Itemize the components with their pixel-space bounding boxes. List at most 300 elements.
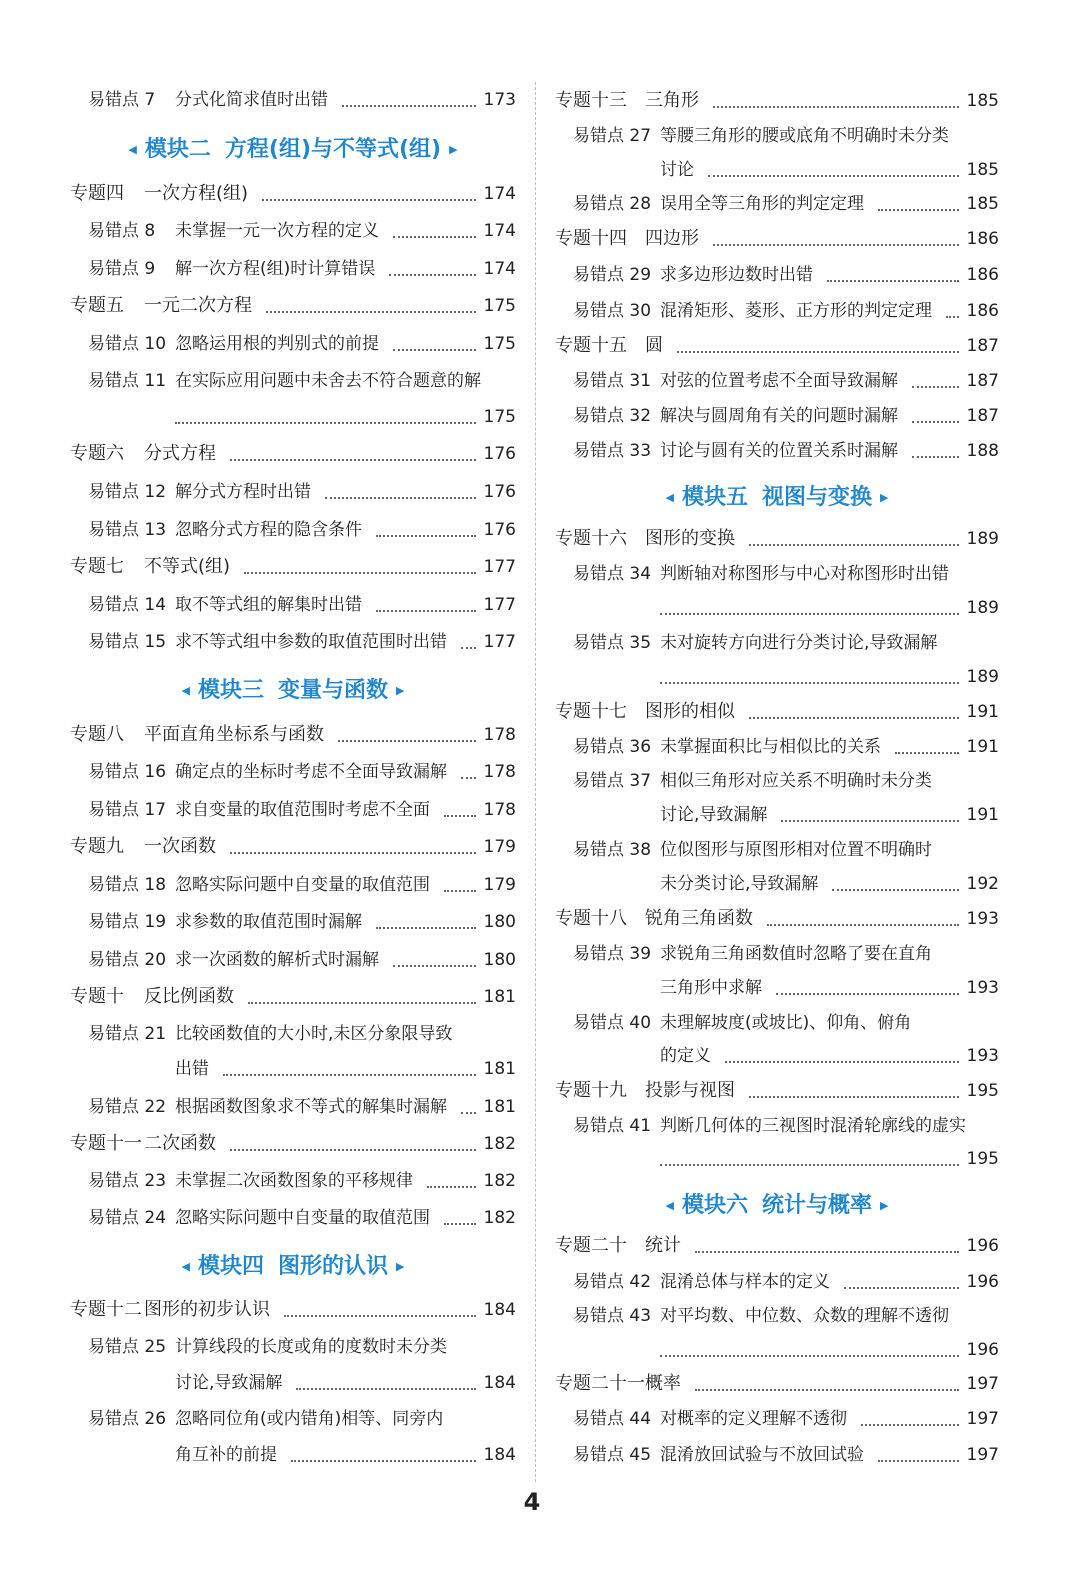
entry-title: 未掌握二次函数图象的平移规律 (175, 1171, 413, 1191)
topic-label: 专题二十 (555, 1235, 627, 1256)
topic-entry (70, 179, 516, 209)
leader-dots (393, 945, 476, 975)
page-ref: 196 (966, 1340, 999, 1360)
error-point-label: 易错点 14 (88, 595, 167, 615)
page-ref: 184 (483, 1445, 516, 1465)
topic-label: 专题十五 (555, 335, 627, 356)
topic-label: 专题十七 (555, 701, 627, 722)
entry-title: 解分式方程时出错 (175, 482, 311, 502)
page-ref: 197 (966, 1374, 999, 1394)
error-point-label: 易错点 11 (88, 371, 167, 391)
error-point-label: 易错点 26 (88, 1409, 167, 1429)
leader-dots (444, 1203, 476, 1233)
topic-entry (70, 552, 516, 582)
error-point-label: 易错点 9 (88, 259, 156, 279)
error-point-entry (555, 766, 999, 796)
right-triangle-icon: ▶ (449, 143, 458, 156)
page-ref: 193 (966, 909, 999, 929)
entry-title: 取不等式组的解集时出错 (175, 595, 362, 615)
left-triangle-icon: ◀ (665, 491, 674, 504)
leader-dots (708, 155, 959, 185)
error-point-entry (555, 628, 999, 658)
module-heading (555, 1188, 999, 1224)
error-point-entry (70, 1404, 516, 1434)
page-ref: 174 (483, 184, 516, 204)
entry-title: 混淆放回试验与不放回试验 (660, 1445, 864, 1465)
error-point-entry (70, 1166, 516, 1196)
page-ref: 189 (966, 667, 999, 687)
entry-continuation (70, 1054, 516, 1084)
error-point-entry (555, 732, 999, 762)
error-point-label: 易错点 29 (573, 265, 652, 285)
topic-entry (555, 331, 999, 361)
entry-title: 未掌握一元一次方程的定义 (175, 221, 379, 241)
page-ref: 180 (483, 950, 516, 970)
topic-entry (70, 1129, 516, 1159)
leader-dots (262, 179, 476, 209)
entry-title: 的定义 (660, 1046, 711, 1066)
page-ref: 186 (966, 301, 999, 321)
leader-dots (223, 1054, 476, 1084)
topic-label: 专题十八 (555, 908, 627, 929)
page-ref: 186 (966, 265, 999, 285)
error-point-entry (555, 1008, 999, 1038)
error-point-entry (555, 1440, 999, 1470)
leader-dots (660, 1335, 959, 1365)
page-ref: 185 (966, 160, 999, 180)
module-title: 变量与函数 (278, 678, 389, 703)
entry-title: 角互补的前提 (175, 1445, 277, 1465)
entry-title: 讨论,导致漏解 (175, 1373, 283, 1393)
leader-dots (677, 331, 959, 361)
page-ref: 197 (966, 1445, 999, 1465)
topic-entry (555, 904, 999, 934)
entry-title: 求自变量的取值范围时考虑不全面 (175, 800, 430, 820)
error-point-label: 易错点 34 (573, 564, 652, 584)
error-point-entry (555, 835, 999, 865)
entry-title: 反比例函数 (144, 986, 234, 1007)
leader-dots (749, 1076, 959, 1106)
error-point-entry (70, 907, 516, 937)
entry-title: 三角形中求解 (660, 978, 762, 998)
page-ref: 178 (483, 800, 516, 820)
entry-title: 讨论与圆有关的位置关系时漏解 (660, 441, 898, 461)
page-ref: 179 (483, 837, 516, 857)
leader-dots (695, 1369, 959, 1399)
topic-entry (70, 1295, 516, 1325)
leader-dots (827, 260, 959, 290)
entry-title: 混淆总体与样本的定义 (660, 1272, 830, 1292)
topic-entry (70, 291, 516, 321)
error-point-entry (70, 329, 516, 359)
module-label: 模块六 (681, 1193, 748, 1218)
leader-dots (781, 800, 959, 830)
page-ref: 174 (483, 259, 516, 279)
topic-label: 专题十九 (555, 1080, 627, 1101)
entry-title: 未掌握面积比与相似比的关系 (660, 737, 881, 757)
error-point-label: 易错点 12 (88, 482, 167, 502)
entry-title: 分式化简求值时出错 (175, 90, 328, 110)
error-point-label: 易错点 41 (573, 1116, 652, 1136)
leader-dots (660, 1144, 959, 1174)
leader-dots (325, 477, 476, 507)
entry-title: 讨论 (660, 160, 694, 180)
error-point-label: 易错点 44 (573, 1409, 652, 1429)
page-ref: 188 (966, 441, 999, 461)
page-ref: 177 (483, 557, 516, 577)
leader-dots (660, 593, 959, 623)
leader-dots (844, 1267, 959, 1297)
page-ref: 177 (483, 595, 516, 615)
error-point-entry (555, 1404, 999, 1434)
error-point-label: 易错点 40 (573, 1013, 652, 1033)
page-ref: 195 (966, 1149, 999, 1169)
topic-label: 专题四 (70, 183, 124, 204)
entry-title: 图形的变换 (645, 528, 735, 549)
page-ref: 180 (483, 912, 516, 932)
module-title: 视图与变换 (762, 485, 873, 510)
page-ref: 174 (483, 221, 516, 241)
error-point-entry (555, 366, 999, 396)
page-ref: 193 (966, 1046, 999, 1066)
entry-title: 三角形 (645, 90, 699, 111)
module-title: 图形的认识 (278, 1254, 389, 1279)
leader-dots (878, 189, 959, 219)
leader-dots (230, 832, 476, 862)
entry-continuation (555, 1041, 999, 1071)
module-heading (70, 1249, 516, 1285)
error-point-entry (70, 1203, 516, 1233)
leader-dots (389, 254, 476, 284)
leader-dots (266, 291, 476, 321)
error-point-label: 易错点 7 (88, 90, 156, 110)
page-ref: 177 (483, 632, 516, 652)
entry-title: 统计 (645, 1235, 681, 1256)
error-point-entry (70, 85, 516, 115)
error-point-entry (70, 254, 516, 284)
leader-dots (660, 662, 959, 692)
error-point-entry (70, 216, 516, 246)
error-point-label: 易错点 15 (88, 632, 167, 652)
error-point-entry (70, 757, 516, 787)
topic-entry (70, 832, 516, 862)
entry-continuation (70, 402, 516, 432)
leader-dots (427, 1166, 476, 1196)
leader-dots (284, 1295, 476, 1325)
error-point-entry (555, 1111, 999, 1141)
leader-dots (461, 1092, 476, 1122)
leader-dots (461, 627, 476, 657)
entry-title: 求多边形边数时出错 (660, 265, 813, 285)
entry-title: 二次函数 (144, 1133, 216, 1154)
error-point-label: 易错点 35 (573, 633, 652, 653)
entry-continuation (555, 869, 999, 899)
page-ref: 191 (966, 805, 999, 825)
error-point-entry (70, 477, 516, 507)
topic-label: 专题九 (70, 836, 124, 857)
leader-dots (291, 1440, 476, 1470)
error-point-label: 易错点 33 (573, 441, 652, 461)
entry-title: 判断几何体的三视图时混淆轮廓线的虚实 (660, 1116, 966, 1136)
leader-dots (725, 1041, 959, 1071)
entry-title: 在实际应用问题中未舍去不符合题意的解 (175, 371, 481, 391)
leader-dots (230, 439, 476, 469)
entry-title: 忽略实际问题中自变量的取值范围 (175, 875, 430, 895)
page-ref: 184 (483, 1300, 516, 1320)
entry-title: 忽略同位角(或内错角)相等、同旁内 (175, 1409, 444, 1429)
page-ref: 182 (483, 1208, 516, 1228)
entry-title: 误用全等三角形的判定定理 (660, 194, 864, 214)
entry-continuation (70, 1368, 516, 1398)
topic-label: 专题七 (70, 556, 124, 577)
topic-label: 专题十一 (70, 1133, 142, 1154)
page-ref: 173 (483, 90, 516, 110)
error-point-entry (555, 559, 999, 589)
entry-title: 对弦的位置考虑不全面导致漏解 (660, 371, 898, 391)
error-point-label: 易错点 32 (573, 406, 652, 426)
error-point-label: 易错点 43 (573, 1306, 652, 1326)
error-point-entry (555, 121, 999, 151)
error-point-entry (70, 945, 516, 975)
error-point-label: 易错点 42 (573, 1272, 652, 1292)
page-ref: 178 (483, 762, 516, 782)
entry-title: 比较函数值的大小时,未区分象限导致 (175, 1024, 453, 1044)
leader-dots (376, 907, 476, 937)
entry-title: 解决与圆周角有关的问题时漏解 (660, 406, 898, 426)
leader-dots (296, 1368, 476, 1398)
right-triangle-icon: ▶ (396, 684, 405, 697)
leader-dots (695, 1231, 959, 1261)
leader-dots (248, 982, 476, 1012)
page-number: 4 (523, 1488, 541, 1516)
error-point-entry (70, 1019, 516, 1049)
topic-entry (555, 224, 999, 254)
error-point-label: 易错点 8 (88, 221, 156, 241)
entry-continuation (555, 800, 999, 830)
leader-dots (444, 795, 476, 825)
error-point-label: 易错点 18 (88, 875, 167, 895)
error-point-label: 易错点 22 (88, 1097, 167, 1117)
topic-entry (70, 720, 516, 750)
entry-title: 投影与视图 (645, 1080, 735, 1101)
page-ref: 196 (966, 1236, 999, 1256)
right-triangle-icon: ▶ (880, 491, 889, 504)
error-point-label: 易错点 28 (573, 194, 652, 214)
left-triangle-icon: ◀ (181, 1260, 190, 1273)
topic-entry (70, 982, 516, 1012)
left-triangle-icon: ◀ (128, 143, 137, 156)
topic-label: 专题十三 (555, 90, 627, 111)
page-ref: 175 (483, 296, 516, 316)
entry-title: 混淆矩形、菱形、正方形的判定定理 (660, 301, 932, 321)
entry-continuation (555, 1144, 999, 1174)
page-ref: 191 (966, 737, 999, 757)
entry-title: 平面直角坐标系与函数 (144, 724, 324, 745)
entry-continuation (555, 155, 999, 185)
leader-dots (713, 224, 959, 254)
page-ref: 189 (966, 598, 999, 618)
error-point-label: 易错点 10 (88, 334, 167, 354)
entry-title: 图形的相似 (645, 701, 735, 722)
leader-dots (749, 524, 959, 554)
page-ref: 195 (966, 1081, 999, 1101)
entry-title: 位似图形与原图形相对位置不明确时 (660, 840, 932, 860)
topic-label: 专题十四 (555, 228, 627, 249)
error-point-entry (70, 366, 516, 396)
error-point-entry (555, 189, 999, 219)
entry-title: 概率 (645, 1373, 681, 1394)
page-ref: 176 (483, 482, 516, 502)
module-label: 模块五 (681, 485, 748, 510)
error-point-label: 易错点 16 (88, 762, 167, 782)
leader-dots (776, 973, 959, 1003)
leader-dots (338, 720, 476, 750)
topic-entry (555, 524, 999, 554)
leader-dots (393, 329, 476, 359)
module-label: 模块三 (197, 678, 264, 703)
page-ref: 178 (483, 725, 516, 745)
page-ref: 187 (966, 336, 999, 356)
leader-dots (832, 869, 959, 899)
left-triangle-icon: ◀ (181, 684, 190, 697)
leader-dots (767, 904, 959, 934)
error-point-label: 易错点 19 (88, 912, 167, 932)
error-point-entry (555, 1267, 999, 1297)
error-point-label: 易错点 30 (573, 301, 652, 321)
entry-title: 求不等式组中参数的取值范围时出错 (175, 632, 447, 652)
page-ref: 181 (483, 1097, 516, 1117)
module-heading (70, 673, 516, 709)
entry-title: 确定点的坐标时考虑不全面导致漏解 (175, 762, 447, 782)
entry-title: 忽略运用根的判别式的前提 (175, 334, 379, 354)
page-ref: 184 (483, 1373, 516, 1393)
error-point-entry (555, 296, 999, 326)
module-heading (70, 132, 516, 168)
page-ref: 185 (966, 91, 999, 111)
page-ref: 182 (483, 1134, 516, 1154)
entry-title: 出错 (175, 1059, 209, 1079)
leader-dots (912, 436, 959, 466)
entry-title: 判断轴对称图形与中心对称图形时出错 (660, 564, 949, 584)
entry-title: 一元二次方程 (144, 295, 252, 316)
error-point-label: 易错点 37 (573, 771, 652, 791)
error-point-entry (70, 1332, 516, 1362)
leader-dots (895, 732, 959, 762)
module-heading (555, 480, 999, 516)
entry-title: 一次函数 (144, 836, 216, 857)
right-triangle-icon: ▶ (880, 1199, 889, 1212)
error-point-label: 易错点 31 (573, 371, 652, 391)
page-ref: 181 (483, 987, 516, 1007)
error-point-label: 易错点 23 (88, 1171, 167, 1191)
topic-label: 专题十 (70, 986, 124, 1007)
page-ref: 179 (483, 875, 516, 895)
topic-entry (555, 1369, 999, 1399)
error-point-label: 易错点 21 (88, 1024, 167, 1044)
leader-dots (444, 870, 476, 900)
error-point-label: 易错点 39 (573, 944, 652, 964)
leader-dots (713, 86, 959, 116)
error-point-label: 易错点 24 (88, 1208, 167, 1228)
entry-continuation (555, 973, 999, 1003)
leader-dots (912, 401, 959, 431)
error-point-entry (70, 795, 516, 825)
entry-title: 未理解坡度(或坡比)、仰角、俯角 (660, 1013, 912, 1033)
leader-dots (244, 552, 476, 582)
error-point-label: 易错点 20 (88, 950, 167, 970)
module-label: 模块四 (197, 1254, 264, 1279)
leader-dots (393, 216, 476, 246)
error-point-entry (70, 627, 516, 657)
entry-title: 四边形 (645, 228, 699, 249)
entry-title: 圆 (645, 335, 663, 356)
error-point-label: 易错点 27 (573, 126, 652, 146)
entry-title: 忽略分式方程的隐含条件 (175, 520, 362, 540)
error-point-entry (555, 260, 999, 290)
error-point-label: 易错点 17 (88, 800, 167, 820)
entry-title: 忽略实际问题中自变量的取值范围 (175, 1208, 430, 1228)
entry-title: 对平均数、中位数、众数的理解不透彻 (660, 1306, 949, 1326)
leader-dots (461, 757, 476, 787)
page-ref: 185 (966, 194, 999, 214)
page-ref: 186 (966, 229, 999, 249)
error-point-entry (70, 870, 516, 900)
topic-entry (70, 439, 516, 469)
leader-dots (342, 85, 476, 115)
error-point-entry (555, 401, 999, 431)
error-point-entry (555, 939, 999, 969)
error-point-label: 易错点 25 (88, 1337, 167, 1357)
leader-dots (912, 366, 959, 396)
entry-title: 相似三角形对应关系不明确时未分类 (660, 771, 932, 791)
leader-dots (230, 1129, 476, 1159)
entry-title: 未分类讨论,导致漏解 (660, 874, 819, 894)
entry-continuation (70, 1440, 516, 1470)
topic-entry (555, 697, 999, 727)
left-triangle-icon: ◀ (665, 1199, 674, 1212)
page-ref: 181 (483, 1059, 516, 1079)
page-ref: 176 (483, 520, 516, 540)
error-point-label: 易错点 13 (88, 520, 167, 540)
entry-title: 求参数的取值范围时漏解 (175, 912, 362, 932)
module-title: 方程(组)与不等式(组) (224, 137, 442, 162)
page-ref: 175 (483, 407, 516, 427)
right-triangle-icon: ▶ (396, 1260, 405, 1273)
topic-entry (555, 86, 999, 116)
module-label: 模块二 (144, 137, 211, 162)
column-divider (535, 82, 536, 1482)
error-point-entry (70, 515, 516, 545)
error-point-entry (555, 436, 999, 466)
topic-entry (555, 1076, 999, 1106)
page-ref: 191 (966, 702, 999, 722)
entry-title: 一次方程(组) (144, 183, 249, 204)
entry-title: 计算线段的长度或角的度数时未分类 (175, 1337, 447, 1357)
entry-continuation (555, 662, 999, 692)
leader-dots (376, 515, 476, 545)
leader-dots (175, 402, 476, 432)
page-ref: 187 (966, 371, 999, 391)
error-point-label: 易错点 38 (573, 840, 652, 860)
topic-label: 专题五 (70, 295, 124, 316)
leader-dots (861, 1404, 959, 1434)
error-point-label: 易错点 36 (573, 737, 652, 757)
page-ref: 197 (966, 1409, 999, 1429)
page-ref: 182 (483, 1171, 516, 1191)
module-title: 统计与概率 (762, 1193, 873, 1218)
error-point-entry (70, 590, 516, 620)
page-ref: 193 (966, 978, 999, 998)
